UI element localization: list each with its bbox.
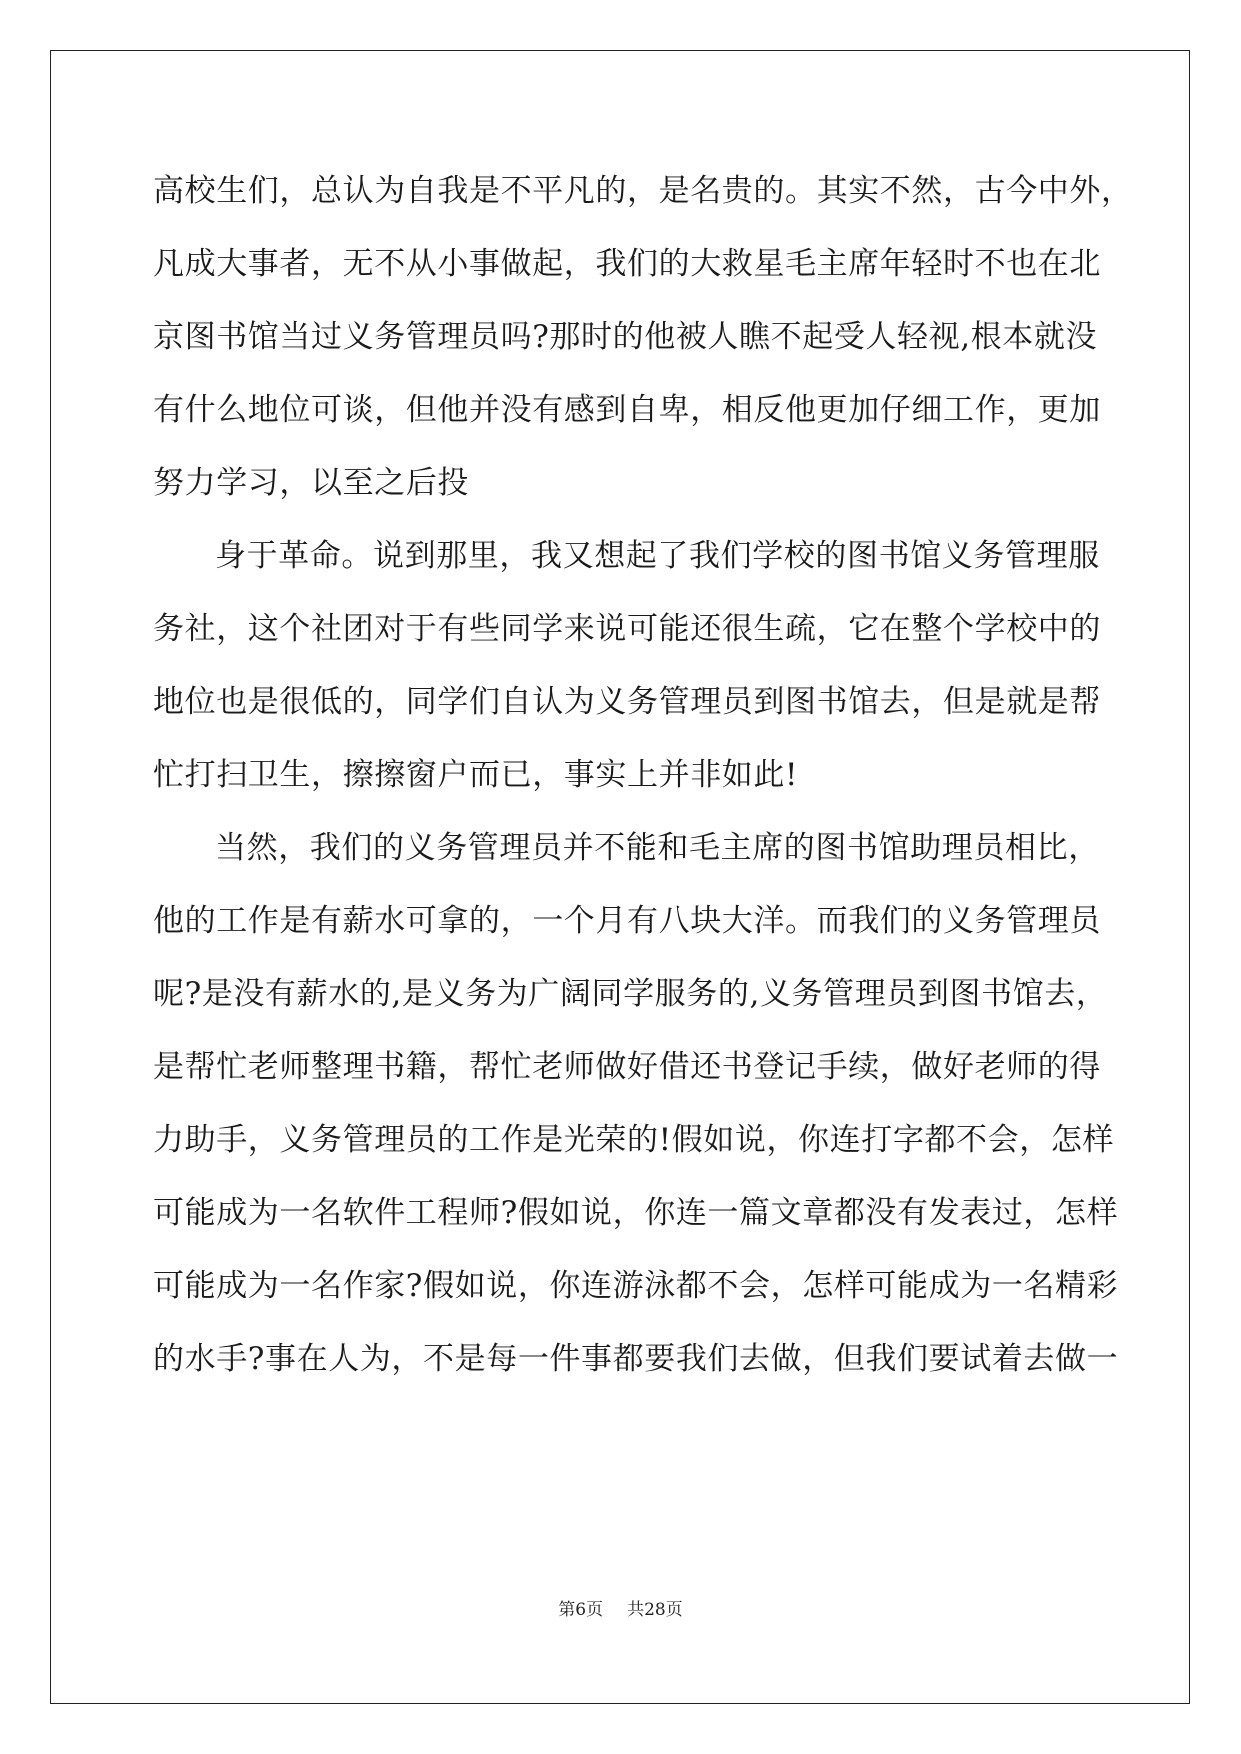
body-text-line: 力助手，义务管理员的工作是光荣的!假如说，你连打字都不会，怎样 bbox=[153, 1122, 1115, 1158]
body-text-line: 努力学习，以至之后投 bbox=[153, 465, 469, 501]
page-border bbox=[50, 50, 1190, 1704]
body-text-line: 有什么地位可谈，但他并没有感到自卑，相反他更加仔细工作，更加 bbox=[153, 392, 1101, 428]
body-text-line: 可能成为一名作家?假如说，你连游泳都不会，怎样可能成为一名精彩 bbox=[153, 1268, 1119, 1304]
body-text-line: 京图书馆当过义务管理员吗?那时的他被人瞧不起受人轻视,根本就没 bbox=[153, 319, 1098, 355]
body-text-line: 忙打扫卫生，擦擦窗户而已，事实上并非如此! bbox=[153, 757, 799, 793]
body-text-line: 可能成为一名软件工程师?假如说，你连一篇文章都没有发表过，怎样 bbox=[153, 1195, 1119, 1231]
body-text-line: 务社，这个社团对于有些同学来说可能还很生疏，它在整个学校中的 bbox=[153, 611, 1101, 647]
paragraph-start-line: 身于革命。说到那里，我又想起了我们学校的图书馆义务管理服 bbox=[215, 538, 1100, 574]
paragraph-start-line: 当然，我们的义务管理员并不能和毛主席的图书馆助理员相比， bbox=[215, 830, 1100, 866]
page-number: 第6页 bbox=[558, 1600, 604, 1620]
body-text-line: 凡成大事者，无不从小事做起，我们的大救星毛主席年轻时不也在北 bbox=[153, 246, 1101, 282]
body-text-line: 他的工作是有薪水可拿的，一个月有八块大洋。而我们的义务管理员 bbox=[153, 903, 1101, 939]
body-text-line: 地位也是很低的，同学们自认为义务管理员到图书馆去，但是就是帮 bbox=[153, 684, 1101, 720]
body-text-line: 高校生们，总认为自我是不平凡的，是名贵的。其实不然，古今中外， bbox=[153, 173, 1133, 209]
body-text-line: 是帮忙老师整理书籍，帮忙老师做好借还书登记手续，做好老师的得 bbox=[153, 1049, 1101, 1085]
body-text-line: 呢?是没有薪水的,是义务为广阔同学服务的,义务管理员到图书馆去， bbox=[153, 976, 1108, 1012]
total-pages: 共28页 bbox=[627, 1600, 683, 1620]
body-text-line: 的水手?事在人为，不是每一件事都要我们去做，但我们要试着去做一 bbox=[153, 1341, 1119, 1377]
page-footer bbox=[0, 1598, 1241, 1622]
